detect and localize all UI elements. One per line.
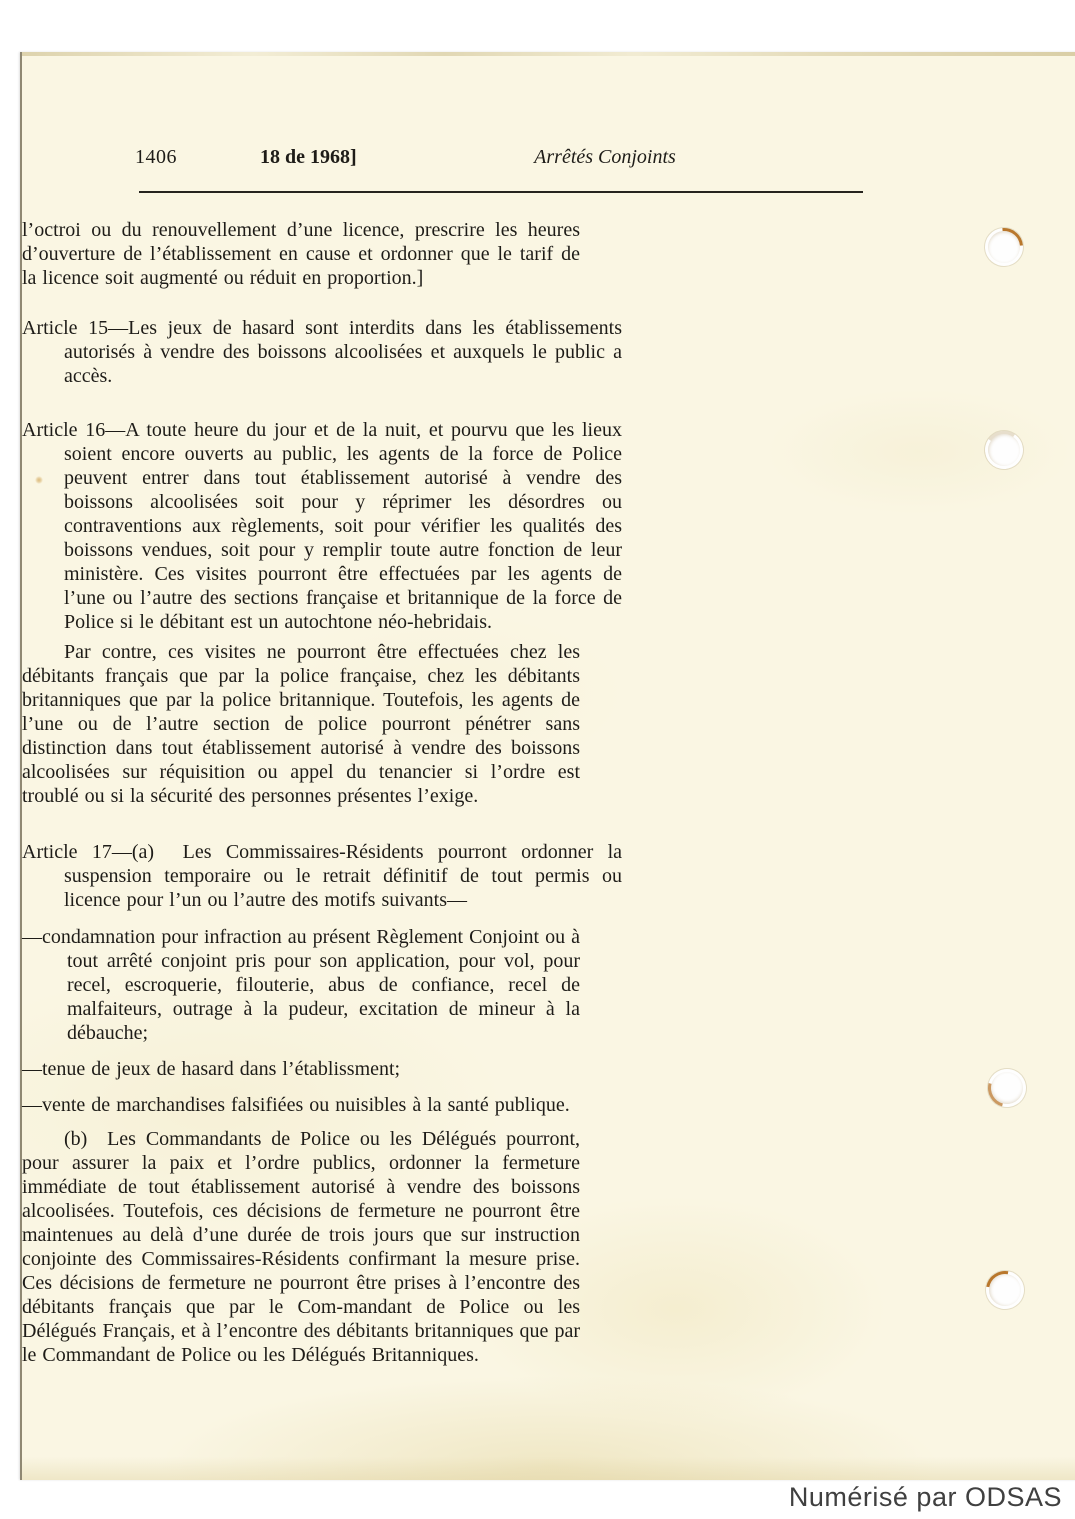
motif-list-item-1: —condamnation pour infraction au présent Règlement Conjoint ou à tout arrêté conjoint pris pour son application, pour vol, pour recel, escroquerie, filouterie, abus de confiance, recel de malfaiteurs, outrage à la pudeur, excitation de mineur à la débauche; (22, 926, 580, 1044)
running-title: Arrêtés Conjoints (534, 146, 676, 168)
document-body (22, 218, 1075, 1367)
page-number: 1406 (135, 146, 177, 168)
motif-list-item-3: —vente de marchandises falsifiées ou nuisibles à la santé publique. (22, 1094, 570, 1116)
article-15-paragraph: Article 15—Les jeux de hasard sont interdits dans les établissements autorisés à vendre des boissons alcoolisées et auxquels le public a accès. (22, 317, 622, 387)
issue-reference: 18 de 1968] (260, 146, 357, 168)
article-16-continued-paragraph: Par contre, ces visites ne pourront être effectuées chez les débitants français que par la police française, chez les débitants britanniques que par la police britannique. Toutefois, les agents de l’une ou de l’autre section de police pourront pénétrer sans distinction dans tout établissement autorisé à vendre des boissons alcoolisées sur réquisition ou appel du tenancier si l’ordre est troublé ou si la sécurité des personnes présentes l’exige. (22, 641, 580, 807)
page-header (22, 146, 1075, 176)
motif-list-item-2: —tenue de jeux de hasard dans l’établissment; (22, 1058, 401, 1080)
header-rule (139, 191, 863, 193)
digitization-watermark: Numérisé par ODSAS (788, 1482, 1062, 1512)
article-17b-paragraph: (b) Les Commandants de Police ou les Délégués pourront, pour assurer la paix et l’ordre publics, ordonner la fermeture immédiate de tout établissement autorisé à vendre des boissons alcoolisées. Toutefois, ces décisions de fermeture ne pourront être maintenues au delà d’une durée de trois jours que sur instruction conjointe des Commissaires-Résidents confirmant la mesure prise. Ces décisions de fermeture ne pourront être prises à l’encontre des débitants français que par le Com-mandant de Police ou les Délégués Français, et à l’encontre des débitants britanniques que par le Commandant de Police ou les Délégués Britanniques. (22, 1128, 580, 1366)
article-17a-paragraph: Article 17—(a) Les Commissaires-Résidents pourront ordonner la suspension temporaire ou le retrait définitif de tout permis ou licence pour l’un ou l’autre des motifs suivants— (22, 841, 622, 911)
article-16-paragraph: Article 16—A toute heure du jour et de la nuit, et pourvu que les lieux soient encore ouverts au public, les agents de la force de Police peuvent entrer dans tout établissement autorisé à vendre des boissons alcoolisées soit pour y réprimer les désordres ou contraventions aux règlements, soit pour vérifier les qualités des boissons vendues, soit pour y remplir toute autre fonction de leur ministère. Ces visites pourront être effectuées par les agents de l’une ou l’autre des sections française et britannique de la force de Police si le débitant est un autochtone néo-hebridais. (22, 419, 622, 633)
scanned-page (20, 52, 1075, 1480)
continuation-paragraph: l’octroi ou du renouvellement d’une licence, prescrire les heures d’ouverture de l’établissement en cause et ordonner que le tarif de la licence soit augmenté ou réduit en proportion.] (22, 219, 580, 289)
